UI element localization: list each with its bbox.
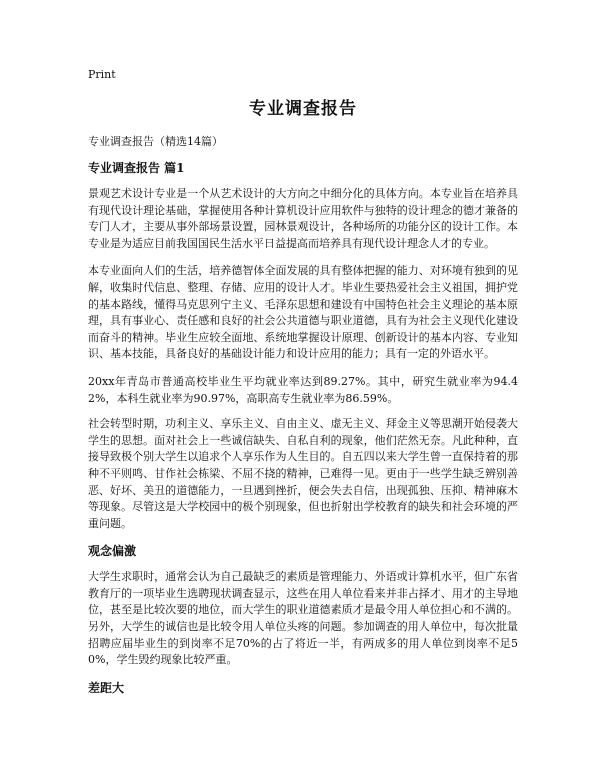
- section-3: [88, 680, 518, 696]
- section-heading: 专业调查报告 篇1: [88, 161, 185, 175]
- paragraph: 本专业面向人们的生活，培养德智体全面发展的具有整体把握的能力、对环境有独到的见解，收集时代信息、整理、存储、应用的设计人才。毕业生要热爱社会主义祖国，拥护党的基本路线，懂得马克思列宁主义、毛泽东思想和建设有中国特色社会主义理论的基本原理，具有事业心、责任感和良好的社会公共道德与职业道德，具有为社会主义现代化建设而奋斗的精神。毕业生应较全面地、系统地掌握设计原理、创新设计的基本内容、专业知识、基本技能，具备良好的基础设计能力和设计应用的能力；具有一定的外语水平。: [88, 264, 518, 361]
- page-title: 专业调查报告: [249, 99, 357, 119]
- section-2: [88, 543, 518, 669]
- document-subtitle: 专业调查报告（精选14篇）: [88, 135, 223, 148]
- section-heading: 差距大: [88, 680, 125, 695]
- document-page: [88, 68, 518, 706]
- section-1: [88, 160, 518, 532]
- paragraph: 景观艺术设计专业是一个从艺术设计的大方向之中细分化的具体方向。本专业旨在培养具有现代设计理论基础，掌握使用各种计算机设计应用软件与独特的设计理念的德才兼备的专门人才，主要从事外部场景设置，园林景观设计，各种场所的功能分区的设计工作。本专业是为适应目前我国国民生活水平日益提高而培养具有现代设计理念人才的专业。: [88, 187, 518, 250]
- paragraph: 20xx年青岛市普通高校毕业生平均就业率达到89.27%。其中，研究生就业率为94.42%，本科生就业率为90.97%，高职高专生就业率为86.59%。: [88, 374, 518, 405]
- print-label[interactable]: Print: [88, 68, 116, 81]
- paragraph: 大学生求职时，通常会认为自己最缺乏的素质是管理能力、外语或计算机水平，但广东省教育厅的一项毕业生选聘现状调查显示，这些在用人单位看来并非占择才、用才的主导地位，甚至是比较次要的地位，而大学生的职业道德素质才是最令用人单位担心和不满的。另外，大学生的诚信也是比较令用人单位头疼的问题。参加调查的用人单位中，每次批量招聘应届毕业生的到岗率不足70%的占了将近一半，有两成多的用人单位到岗率不足50%，学生毁约现象比较严重。: [88, 570, 518, 667]
- section-heading: 观念偏激: [88, 544, 137, 559]
- paragraph: 社会转型时期，功利主义、享乐主义、自由主义、虚无主义、拜金主义等思潮开始侵袭大学生的思想。面对社会上一些诚信缺失、自私自利的现象，他们茫然无奈。凡此种种，直接导致极个别大学生以追求个人享乐作为人生目的。自五四以来大学生曾一直保持着的那种不平则鸣、甘作社会栋梁、不屈不挠的精神，已难得一见。更由于一些学生缺乏辨别善恶、好坏、美丑的道德能力，一旦遇到挫折，便会失去自信，出现孤独、压抑、精神麻木等现象。尽管这是大学校园中的极个别现象，但也折射出学校教育的缺失和社会环境的严重问题。: [88, 417, 518, 530]
